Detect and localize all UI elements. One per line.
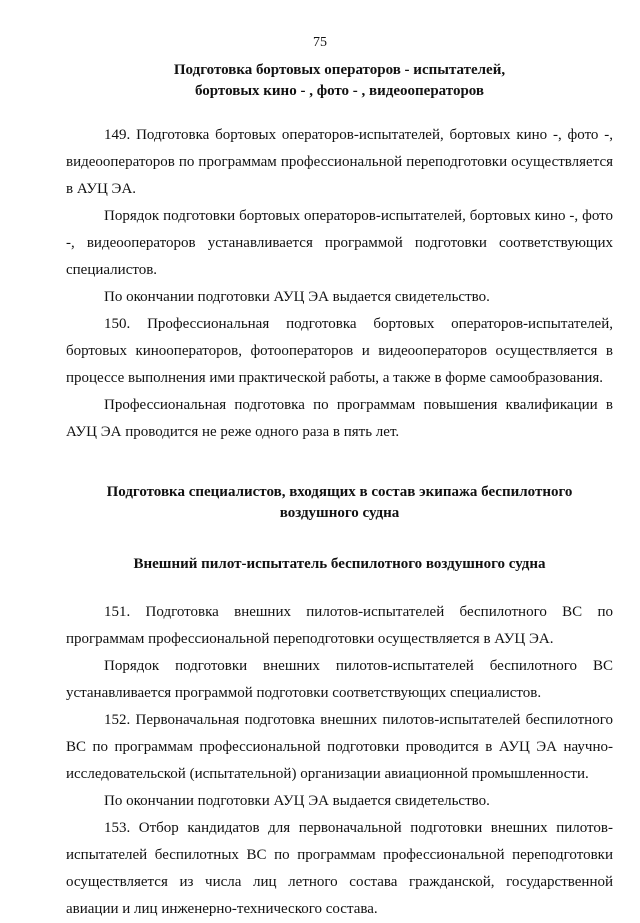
- paragraph-151: 151. Подготовка внешних пилотов-испытателей беспилотного ВС по программам профессиональной переподготовки осуществляется в АУЦ ЭА.: [66, 604, 613, 647]
- paragraph-149: 149. Подготовка бортовых операторов-испытателей, бортовых кино -, фото -, видеооператоров по программам профессиональной переподготовки осуществляется в АУЦ ЭА.: [66, 127, 613, 197]
- paragraph: Профессиональная подготовка по программам повышения квалификации в АУЦ ЭА проводится не реже одного раза в пять лет.: [66, 397, 613, 440]
- heading-line: бортовых кино - , фото - , видеооператоров: [194, 83, 485, 99]
- page-content: [66, 60, 613, 923]
- heading-line: Подготовка специалистов, входящих в состав экипажа беспилотного: [106, 484, 573, 500]
- section-heading-operators: [66, 60, 613, 102]
- heading-line: воздушного судна: [279, 505, 400, 521]
- subsection-heading-external-pilot: Внешний пилот-испытатель беспилотного воздушного судна: [133, 556, 546, 572]
- page-number: 75: [313, 35, 327, 50]
- paragraph-150: 150. Профессиональная подготовка бортовых операторов-испытателей, бортовых кинооператоров, фотооператоров и видеооператоров осуществляется в процессе выполнения ими практической работы, а также в форме самообразования.: [66, 316, 613, 386]
- heading-line: Подготовка бортовых операторов - испытателей,: [173, 62, 506, 78]
- paragraph: Порядок подготовки бортовых операторов-испытателей, бортовых кино -, фото -, видеооператоров устанавливается программой подготовки соответствующих специалистов.: [66, 208, 613, 278]
- section-heading-uav-crew: [66, 482, 613, 524]
- paragraph: По окончании подготовки АУЦ ЭА выдается свидетельство.: [104, 289, 490, 305]
- paragraph-152: 152. Первоначальная подготовка внешних пилотов-испытателей беспилотного ВС по программам профессиональной подготовки проводится в АУЦ ЭА научно-исследовательской (испытательной) организации авиационной промышленности.: [66, 712, 613, 782]
- paragraph: По окончании подготовки АУЦ ЭА выдается свидетельство.: [104, 793, 490, 809]
- paragraph-153: 153. Отбор кандидатов для первоначальной подготовки внешних пилотов-испытателей беспилотных ВС по программам профессиональной переподготовки осуществляется из числа лиц летного состава гражданской, государственной авиации и лиц инженерно-технического состава.: [66, 820, 613, 917]
- paragraph: Порядок подготовки внешних пилотов-испытателей беспилотного ВС устанавливается программой подготовки соответствующих специалистов.: [66, 658, 613, 701]
